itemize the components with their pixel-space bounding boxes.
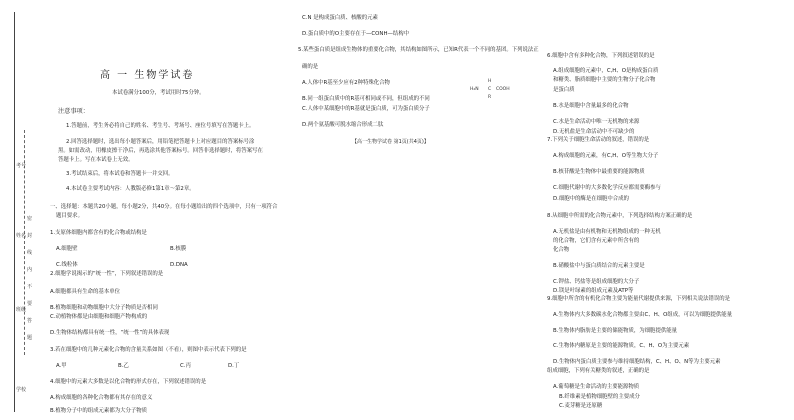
- question-9-option-a: A.生物体内大多数碳水化合物都主要由C、H、O组成，可以为细胞提供能量: [553, 312, 733, 318]
- question-3-option-d: D.丁: [228, 363, 240, 369]
- question-10-option-a: A.葡萄糖是生命活动的主要能源物质: [553, 384, 640, 390]
- question-2-option-d: D.生物体结构都具有统一性，“统一性”的具体表现: [50, 330, 170, 336]
- formula-carbon: C: [488, 87, 492, 92]
- label-exam-no: 考号: [16, 163, 27, 169]
- question-1-option-b: B.核膜: [170, 246, 187, 252]
- formula-r-group: R: [488, 95, 492, 100]
- question-8-stem: 8.从细胞中所需的化合物元素中，下列选择结构方案正确的是: [547, 213, 693, 219]
- question-8-option-a: A.无机盐是由有机物和无机物组成的一种无机: [553, 229, 661, 235]
- question-6-option-a-cont: 和糖类、脂质细胞中主要的生物分子化合物: [553, 77, 656, 83]
- question-9-option-d: D.生物体内蛋白质主要参与维持细胞结构，C、H、O、N等为主要元素: [553, 359, 721, 365]
- section-heading: 一、选择题：本题共20小题，每小题2分，共40分。在每小题给出的四个选项中，只有一项符合: [50, 204, 278, 210]
- question-6-stem: 6.细胞中含有多种化合物，下列叙述错误的是: [547, 53, 655, 59]
- formula-carboxyl-group: COOH: [496, 87, 510, 92]
- seal-char: 封: [27, 233, 33, 239]
- question-7-option-c: C.细胞代谢中的大多数化学反应都需要酶参与: [553, 185, 661, 191]
- question-6-option-c: C.水是生命活动中唯一无机物的来源: [553, 119, 640, 125]
- question-8-option-a-cont: 的化合物，它们含有元素中所含有的: [553, 238, 640, 244]
- question-2-option-b: B.植物细胞和动物细胞中大分子物质是否相同: [50, 305, 158, 311]
- question-9-option-c: C.生物体内糖原是主要的能源物质，C、H、O为主要元素: [553, 343, 690, 349]
- seal-char: 答: [27, 318, 33, 324]
- seal-char: 不: [27, 284, 33, 290]
- question-2-stem: 2.细胞学说揭示的“统一性”，下列叙述错误的是: [50, 271, 164, 277]
- formula-h: H: [488, 79, 492, 84]
- question-9-stem: 9.细胞中所含的有机化合物主要为能量代谢提供来源，下列相关说法错误的是: [547, 296, 731, 302]
- notice-line: 1.答题前，考生务必将自己的姓名、考生号、考场号、座位号填写在答题卡上。: [66, 123, 255, 129]
- notice-line: 4.本试卷主要考试内容：人教版必修1第1章～第2章。: [66, 186, 195, 192]
- seal-char: 密: [27, 216, 33, 222]
- question-7-option-b: B.核苷酸是生物体中最重要的能源物质: [553, 169, 645, 175]
- question-10-option-b: B.纤维素是植物细胞壁的主要成分: [559, 394, 640, 400]
- label-class: 班级: [16, 307, 27, 313]
- binding-margin: [0, 0, 40, 420]
- question-6-option-a-cont: 是蛋白质: [553, 87, 575, 93]
- section-heading: 题目要求。: [56, 213, 83, 219]
- question-10-stem: 组成细胞，下列有关糖类的叙述，正确的是: [547, 368, 650, 374]
- exam-meta: 本试卷满分100分，考试用时75分钟。: [112, 90, 205, 96]
- question-6-option-b: B.水是细胞中含量最多的化合物: [553, 103, 629, 109]
- question-8-option-a-cont: 化合物: [553, 247, 570, 253]
- question-5-option-a: A.人体中R基至少应有2种特殊化合物: [302, 80, 390, 86]
- q4-option-d: D.蛋白质中的O主要存在于—CONH—结构中: [302, 31, 410, 37]
- page-footer-stamp: 【高一生物学试卷 第1页(共4页)】: [352, 139, 429, 145]
- question-4-option-a: A.构成细胞的各种化合物都有其存在的意义: [50, 395, 153, 401]
- label-school: 学校: [16, 387, 27, 393]
- question-4-stem: 4.细胞中的元素大多数是以化合物的形式存在，下列叙述错误的是: [50, 379, 207, 385]
- notice-line: 3.考试结束后，将本试卷和答题卡一并交回。: [66, 171, 174, 177]
- question-6-option-d: D.无机盐是生命活动中不可缺少的: [553, 129, 635, 135]
- question-10-option-c: C.麦芽糖是还原糖: [559, 403, 603, 409]
- question-5-stem-cont: 确的是: [302, 64, 319, 70]
- question-3-stem: 3.若在细胞中的几种元素化合物的含量关系如图（不看），则图中表示代表下列的是: [50, 347, 247, 353]
- question-8-option-b: B.硝酸盐中与蛋白质结合的元素主要是: [553, 263, 645, 269]
- question-3-option-b: B.乙: [118, 363, 129, 369]
- notice-heading: 注意事项：: [58, 108, 89, 115]
- question-5-stem: 5.某些蛋白质是组成生物体的重要化合物，其结构如图所示，已知R代表一个不同的基团。下列说法正: [298, 47, 539, 53]
- label-name: 姓名: [16, 233, 27, 239]
- question-7-stem: 7.下列关于细胞生命活动的叙述，错误的是: [547, 137, 650, 143]
- formula-amino-group: H₂N: [470, 87, 479, 92]
- notice-line: 答题卡上。写在本试卷上无效。: [58, 157, 134, 163]
- question-1-option-a: A.细胞壁: [56, 246, 78, 252]
- question-1-option-c: C.线粒体: [56, 262, 78, 268]
- notice-line: 黑。如需改动，用橡皮擦干净后，再选涂其他答案标号。回答非选择题时，将答案写在: [58, 148, 263, 154]
- question-5-option-c: C.人体中某细胞中的R基就是蛋白质，可为蛋白质分子: [302, 106, 430, 112]
- question-1-stem: 1.支原体细胞内都含有的化合物或结构是: [50, 230, 147, 236]
- page-title: 高 一 生物学试卷: [100, 70, 195, 81]
- q4-option-c: C.N 是构成蛋白质、核酸的元素: [302, 15, 378, 21]
- seal-char: 要: [27, 301, 33, 307]
- cut-line: [14, 12, 15, 412]
- question-8-option-d: D.镁是叶绿素的组成元素及ATP等: [553, 288, 634, 294]
- question-6-option-a: A.组成细胞的元素中，C,H、O是构成蛋白质: [553, 68, 659, 74]
- seal-char: 线: [27, 250, 33, 256]
- notice-line: 2.回答选择题时，选出每小题答案后，用铅笔把答题卡上对应题目的答案标号涂: [66, 139, 255, 145]
- question-9-option-b: B.生物体内脂肪是主要的储能物质，为细胞提供能量: [553, 328, 678, 334]
- question-1-option-d: D.DNA: [170, 262, 188, 268]
- seal-char: 内: [27, 267, 33, 273]
- question-5-option-d: D.两个氨基酸可脱水缩合形成二肽: [302, 122, 384, 128]
- question-7-option-d: D.细胞中的酶是在细胞中合成的: [553, 196, 629, 202]
- question-7-option-a: A.构成细胞的元素，有C,H、O等生物大分子: [553, 153, 659, 159]
- seal-char: 题: [27, 335, 33, 341]
- question-8-option-c: C.钾盐、钙盐等是组成细胞的大分子: [553, 279, 640, 285]
- question-2-option-a: A.细胞都具有生命的基本单位: [50, 289, 120, 295]
- question-3-option-c: C.丙: [180, 363, 191, 369]
- question-4-option-b: B.植物分子中的组成元素都为大分子物质: [50, 408, 148, 414]
- question-2-option-c: C.动植物体都是由细胞和细胞产物构成的: [50, 314, 148, 320]
- question-5-option-b: B.同一组蛋白质中的R基可相同或不同，但组成的不同: [302, 96, 430, 102]
- question-3-option-a: A.甲: [56, 363, 67, 369]
